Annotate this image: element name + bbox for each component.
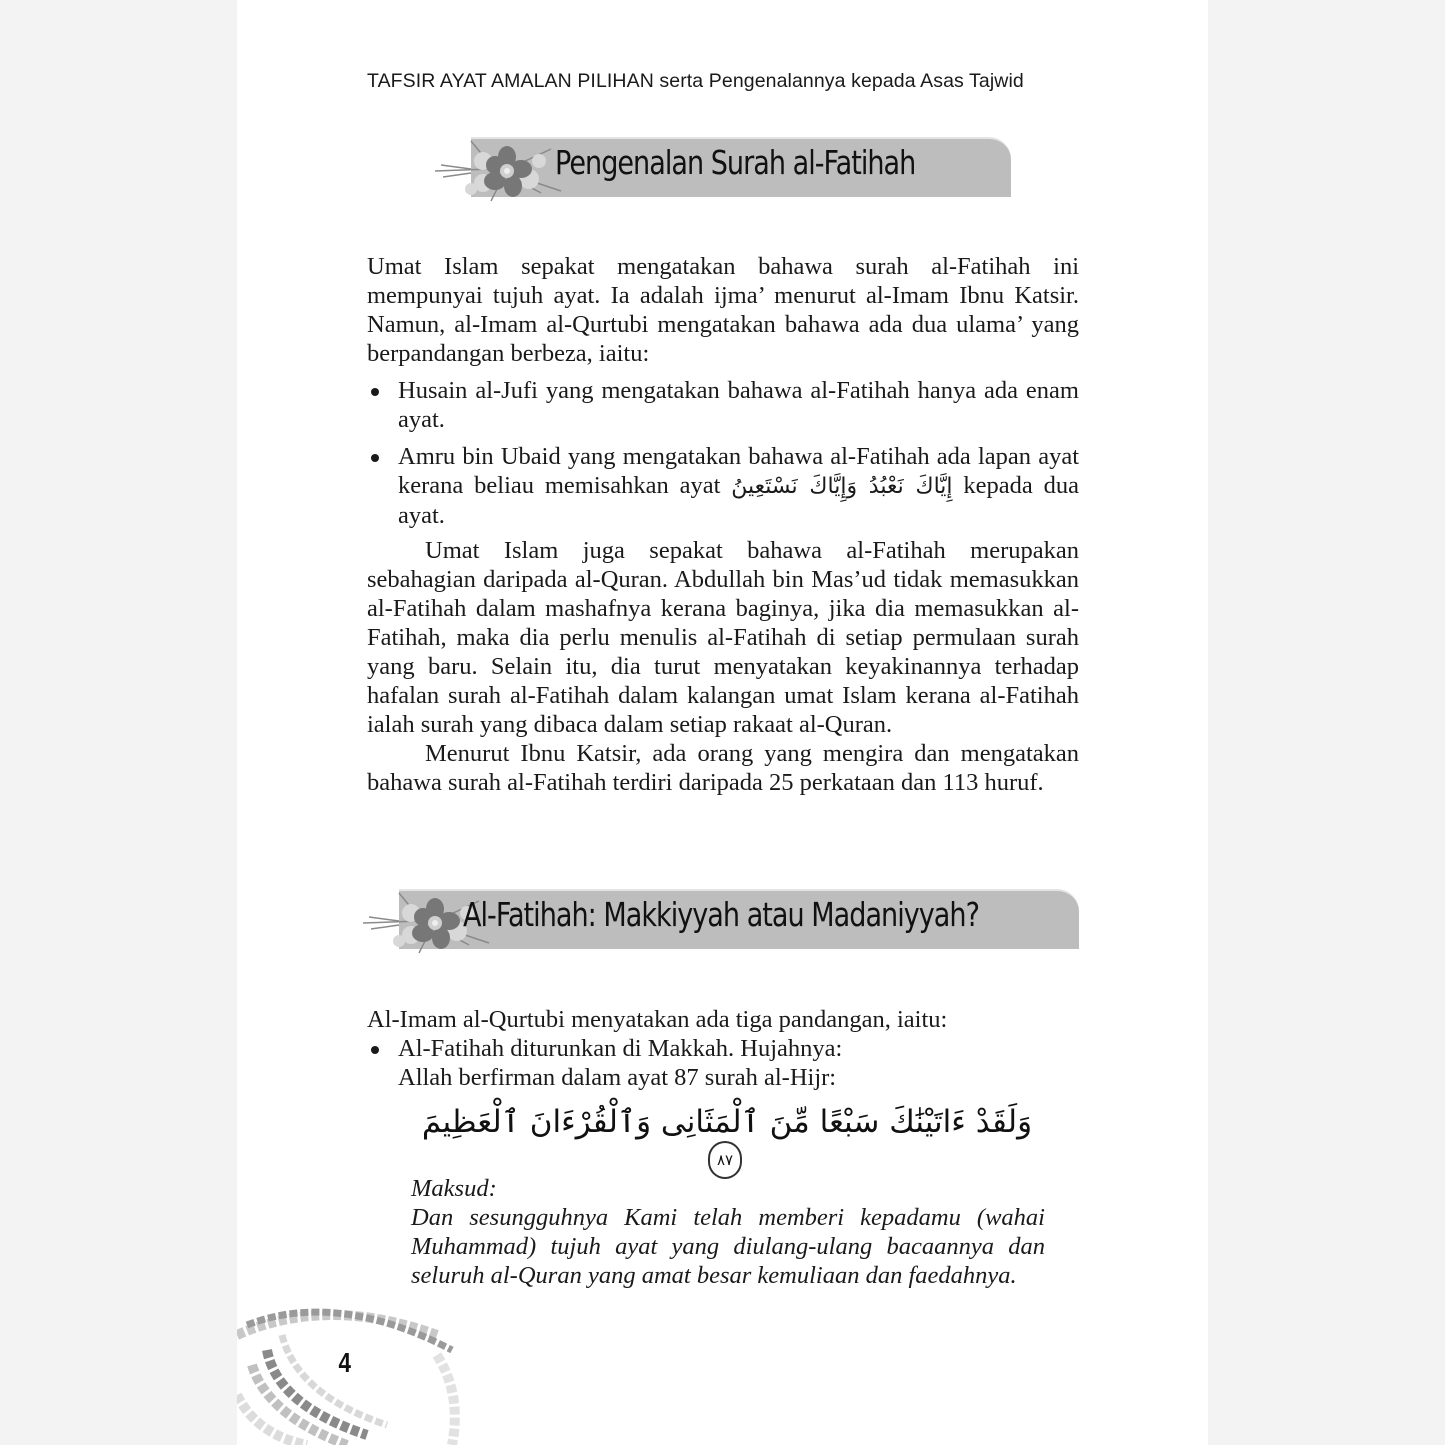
list-item: Al-Fatihah diturunkan di Makkah. Hujahnya: Allah berfirman dalam ayat 87 surah al-Hijr: [367,1034,1079,1092]
section-title: Al-Fatihah: Makkiyyah atau Madaniyyah? [463,895,979,934]
section1-body [367,252,1079,797]
intro-paragraph: Al-Imam al-Qurtubi menyatakan ada tiga pandangan, iaitu: [367,1006,948,1033]
intro-paragraph: Umat Islam sepakat mengatakan bahawa surah al-Fatihah ini mempunyai tujuh ayat. Ia adalah ijma’ menurut al-Imam Ibnu Katsir. Namun, al-Imam al-Qurtubi mengatakan bahawa ada dua ulama’ yang berpandangan berbeza, iaitu: [367,253,1079,367]
section-title: Pengenalan Surah al-Fatihah [555,143,916,182]
paragraph: Umat Islam juga sepakat bahawa al-Fatihah merupakan sebahagian daripada al-Quran. Abdullah bin Mas’ud tidak memasukkan al-Fatihah dalam mashafnya kerana baginya, jika dia memasukkan al-Fatihah, maka dia perlu menulis al-Fatihah di setiap permulaan surah yang baru. Selain itu, dia turut menyatakan keyakinannya terhadap hafalan surah al-Fatihah dalam kalangan umat Islam kerana al-Fatihah ialah surah yang dibaca dalam setiap rakaat al-Quran. [367,537,1079,738]
list-item: Husain al-Jufi yang mengatakan bahawa al-Fatihah hanya ada enam ayat. [367,376,1079,434]
verse-text: وَلَقَدْ ءَاتَيْنَٰكَ سَبْعًا مِّنَ ٱلْمَثَانِى وَٱلْقُرْءَانَ ٱلْعَظِيمَ [421,1104,1033,1140]
list-item: Amru bin Ubaid yang mengatakan bahawa al-Fatihah ada lapan ayat kerana beliau memisahkan ayat إِيَّاكَ نَعْبُدُ وَإِيَّاكَ نَسْتَعِينُ kepada dua ayat. [367,442,1079,530]
quran-verse [407,1104,1047,1179]
opinion-list [367,376,1079,530]
running-head-title: TAFSIR AYAT AMALAN PILIHAN [367,70,654,92]
running-head-subtitle: serta Pengenalannya kepada Asas Tajwid [653,70,1024,92]
paragraph: Menurut Ibnu Katsir, ada orang yang mengira dan mengatakan bahawa surah al-Fatihah terdiri daripada 25 perkataan dan 113 huruf. [367,740,1079,796]
running-head [367,70,1057,93]
verse-translation [411,1174,1045,1290]
translation-text: Dan sesungguhnya Kami telah memberi kepadamu (wahai Muhammad) tujuh ayat yang diulang-ulang bacaannya dan seluruh al-Quran yang amat besar kemuliaan dan faedahnya. [411,1204,1045,1289]
book-page [237,0,1208,1445]
page-number: 4 [338,1347,352,1378]
section-banner-makkiyyah [363,889,1079,949]
ayah-number-mark-icon: ٨٧ [708,1141,742,1179]
arabic-phrase: إِيَّاكَ نَعْبُدُ وَإِيَّاكَ نَسْتَعِينُ [731,474,953,499]
corner-swirl-ornament-icon [237,1295,477,1445]
section2-body [367,1005,1079,1092]
view-list [367,1034,1079,1092]
section-banner-pengenalan [435,137,1011,197]
translation-label: Maksud: [411,1175,497,1202]
